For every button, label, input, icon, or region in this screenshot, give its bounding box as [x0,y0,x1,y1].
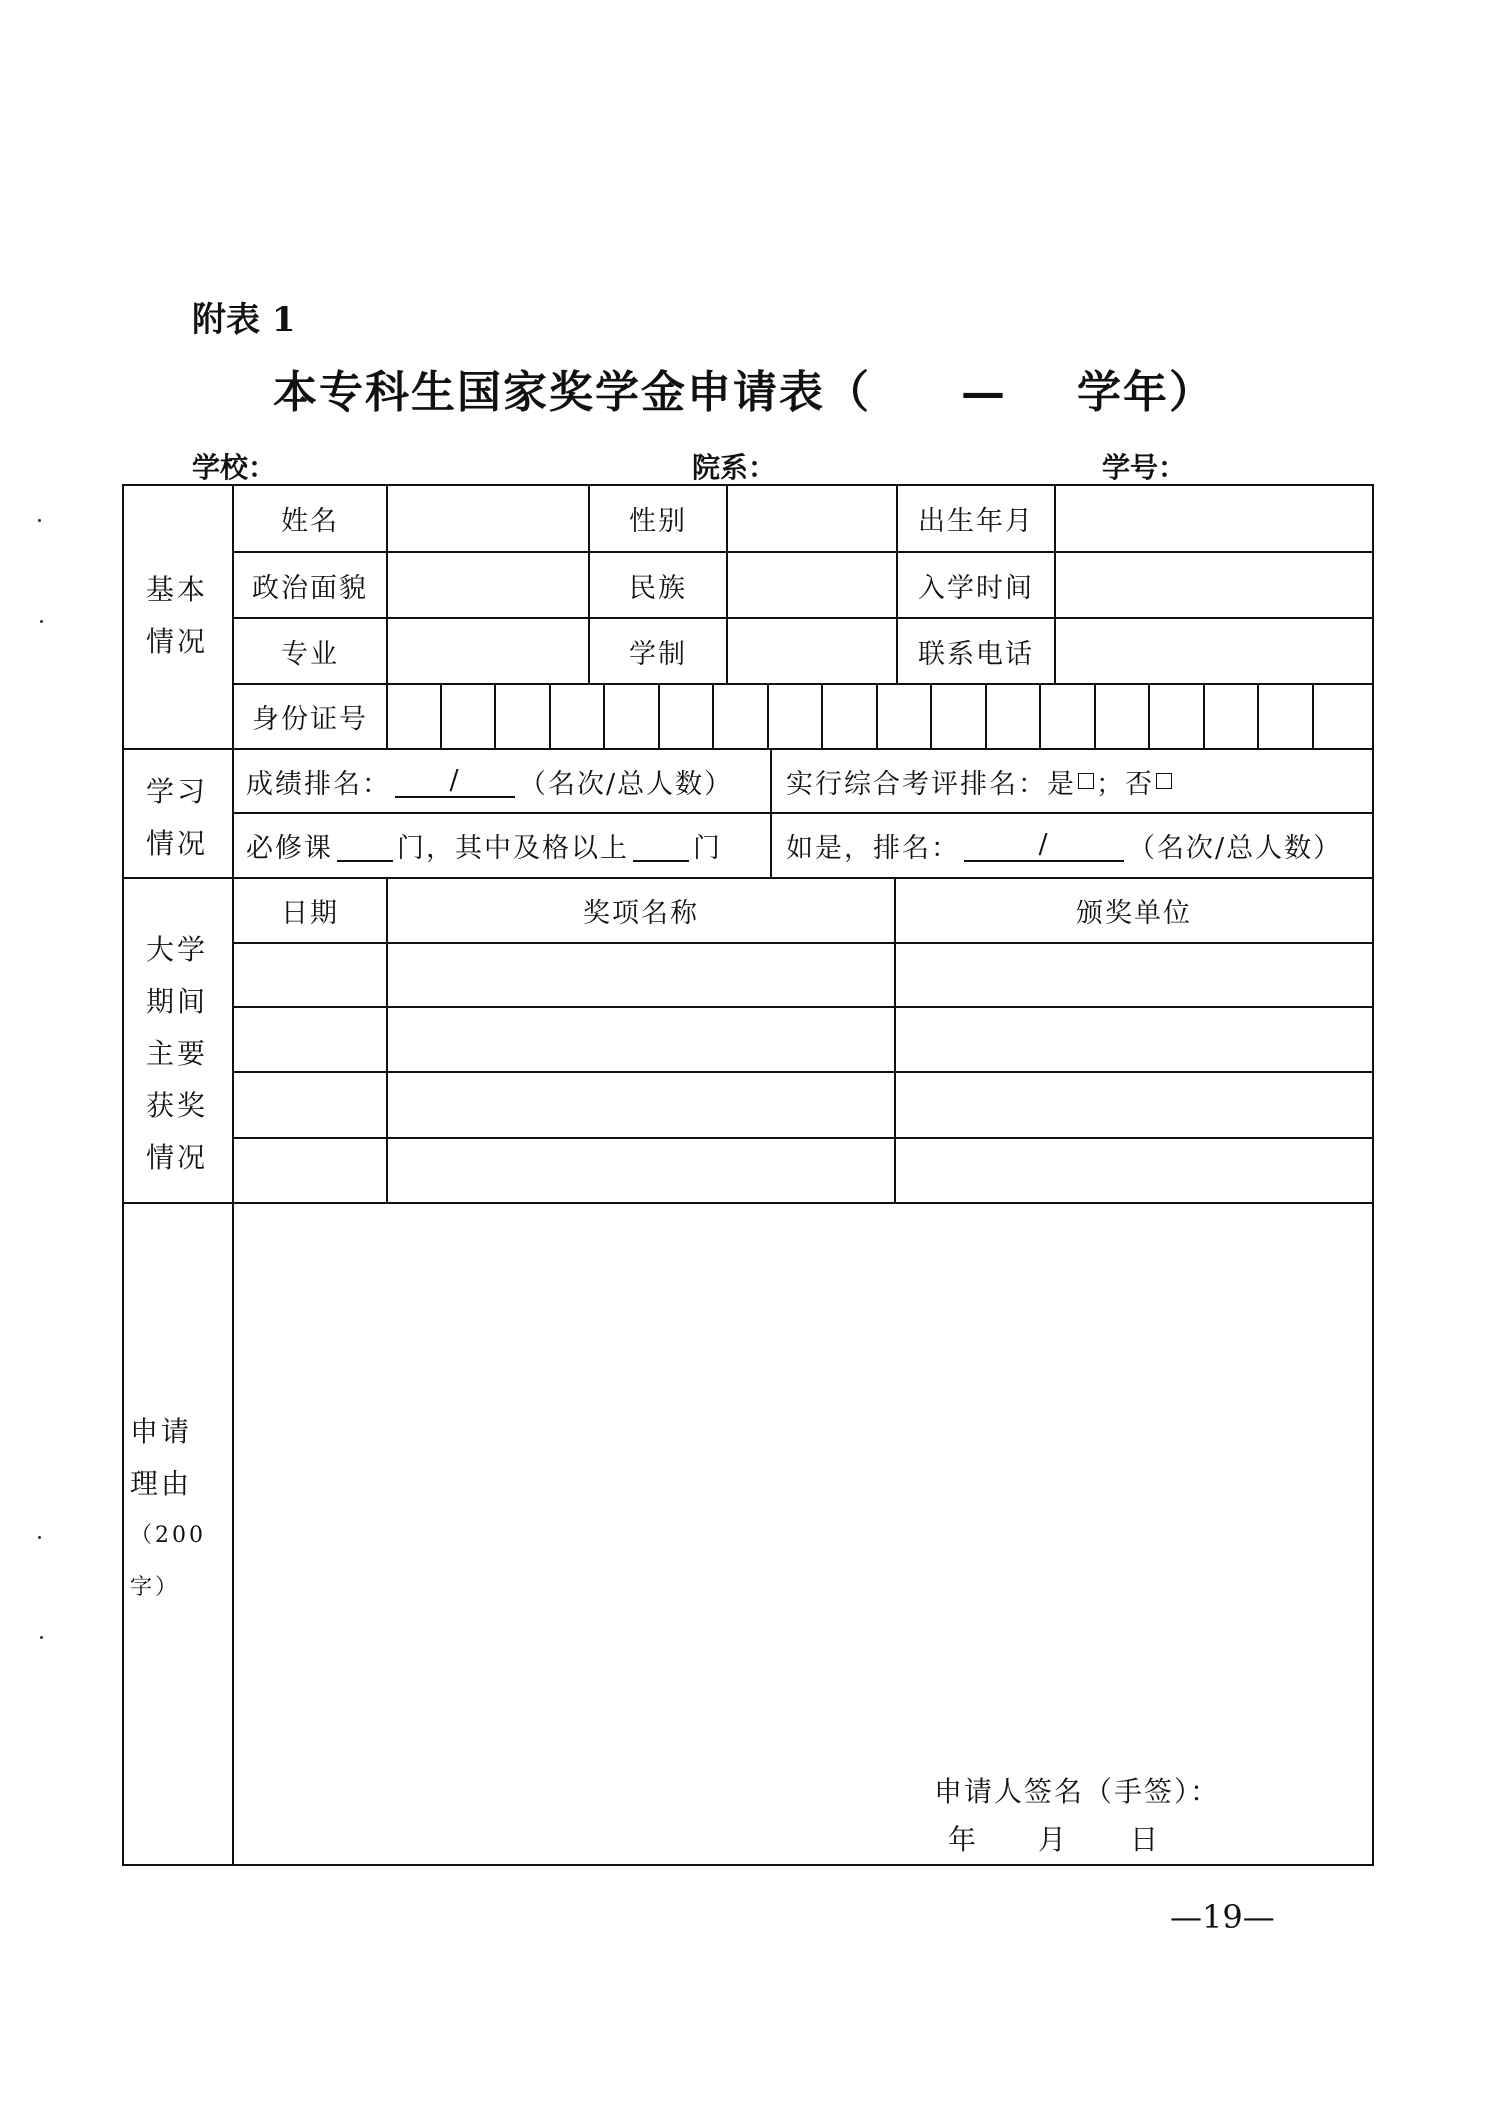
schooling-label: 学制 [629,638,687,670]
award-row-3-issuer[interactable] [896,1073,1372,1137]
birth-label: 出生年月 [918,506,1034,537]
politics-label: 政治面貌 [252,572,368,604]
margin-dot [40,1636,43,1639]
yes-checkbox[interactable] [1078,773,1094,789]
passed-courses-input[interactable] [633,830,689,862]
if-yes-rank-row [786,814,1366,877]
if-yes-rank-label: 如是，排名： [786,833,960,864]
award-row-3-date[interactable] [234,1073,386,1137]
comprehensive-rank-row [786,750,1366,812]
enroll-label: 入学时间 [918,572,1034,604]
id-number-label: 身份证号 [252,704,368,735]
award-row-1-date[interactable] [234,944,386,1006]
date-year-label: 年 [948,1823,979,1856]
award-row-1-name[interactable] [388,944,894,1006]
grade-rank-note: （名次/总人数） [519,768,734,800]
reason-section-label: 申请 理由 （200 字） [130,1415,206,1600]
ethnicity-field[interactable] [728,553,896,617]
politics-field[interactable] [388,553,588,617]
ethnicity-label: 民族 [629,572,687,604]
signature-label: 申请人签名（手签）： [934,1775,1221,1808]
if-yes-rank-note: （名次/总人数） [1128,833,1343,864]
phone-field[interactable] [1056,619,1372,683]
date-day-label: 日 [1130,1823,1161,1856]
grade-rank-input[interactable]: / [395,765,515,798]
awards-col-name: 奖项名称 [583,898,699,929]
margin-dot [38,519,41,522]
enroll-field[interactable] [1056,553,1372,617]
award-row-3-name[interactable] [388,1073,894,1137]
form-title [0,356,1488,420]
comprehensive-rank-label: 实行综合考评排名：是 [786,768,1076,800]
grade-rank-label: 成绩排名： [246,768,391,800]
margin-dot [38,1536,41,1539]
school-label: 学校： [192,451,277,484]
phone-label: 联系电话 [918,638,1034,670]
required-courses-row [246,814,766,877]
title-prefix: 本专科生国家奖学金申请表（ [273,367,871,418]
name-field[interactable] [388,486,588,551]
award-row-2-date[interactable] [234,1008,386,1071]
no-checkbox[interactable] [1156,773,1172,789]
page-number: —19— [1170,1898,1275,1936]
student-no-label: 学号： [1102,451,1187,484]
annex-label: 附表 1 [192,300,296,340]
birth-field[interactable] [1056,486,1372,551]
award-row-2-name[interactable] [388,1008,894,1071]
if-yes-rank-input[interactable]: / [964,829,1124,862]
awards-section-label: 大学 期间 主要 获奖 情况 [145,933,208,1174]
required-courses-label: 必修课 [246,833,333,864]
grade-rank-row [246,750,766,812]
margin-dot [40,620,43,623]
gender-label: 性别 [629,506,687,537]
dept-label: 院系： [692,451,777,484]
award-row-1-issuer[interactable] [896,944,1372,1006]
awards-col-issuer: 颁奖单位 [1076,898,1192,929]
date-month-label: 月 [1038,1823,1069,1856]
title-dash: — [961,367,1007,418]
required-courses-mid: 门，其中及格以上 [397,833,629,864]
basic-section-label: 基本 情况 [145,573,208,658]
major-field[interactable] [388,619,588,683]
gender-field[interactable] [728,486,896,551]
reason-textarea[interactable] [234,1204,1372,1764]
award-row-4-date[interactable] [234,1139,386,1202]
major-label: 专业 [281,638,339,670]
no-label: ；否 [1096,768,1154,800]
schooling-field[interactable] [728,619,896,683]
award-row-2-issuer[interactable] [896,1008,1372,1071]
required-courses-input[interactable] [337,830,393,862]
award-row-4-issuer[interactable] [896,1139,1372,1202]
award-row-4-name[interactable] [388,1139,894,1202]
signature-field[interactable] [1180,1766,1360,1806]
id-number-field[interactable] [388,685,1372,748]
name-label: 姓名 [281,506,339,537]
title-suffix: 学年） [1077,367,1215,418]
required-courses-end: 门 [693,833,722,864]
awards-col-date: 日期 [281,898,339,929]
study-section-label: 学习 情况 [145,775,208,860]
